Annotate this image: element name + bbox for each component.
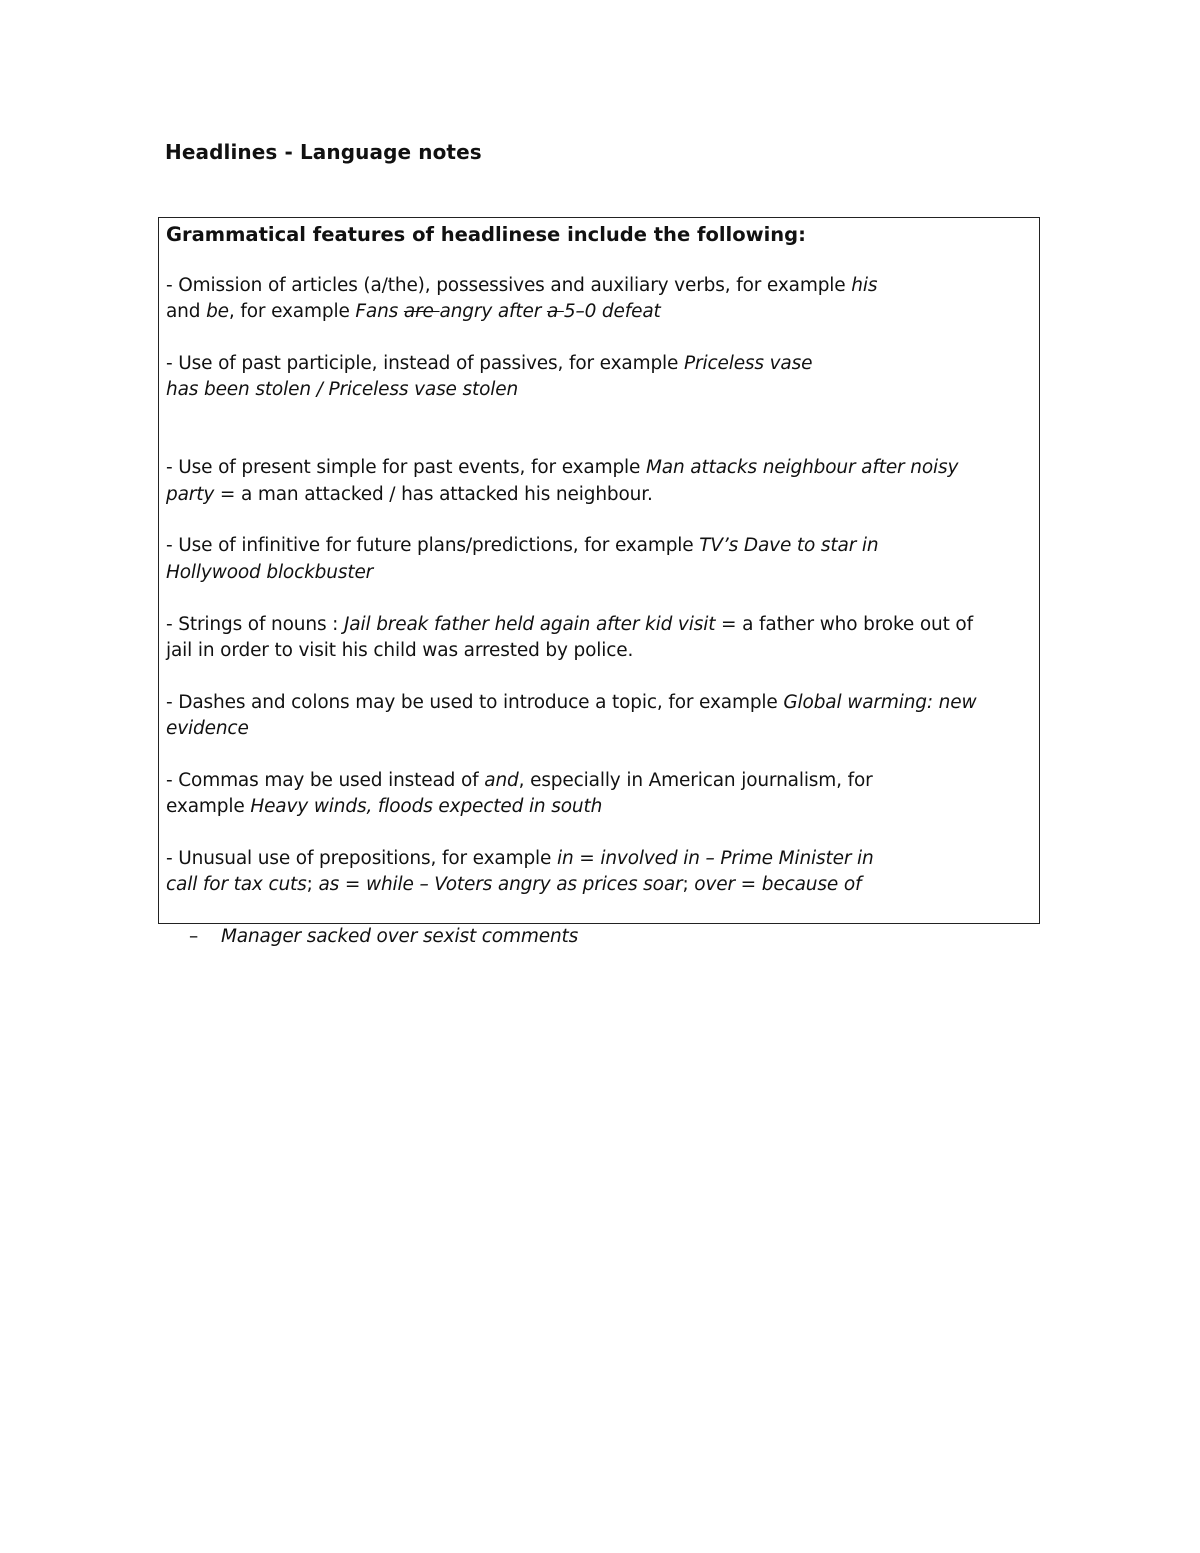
example-text: Global warming: new xyxy=(783,692,977,713)
note-text: - Use of present simple for past events, for example xyxy=(166,457,646,478)
note-text: - Omission of articles (a/the), possessives and auxiliary verbs, for example xyxy=(166,275,852,296)
example-text: Priceless vase xyxy=(684,353,813,374)
example-text: Jail break father held again after kid visit xyxy=(343,614,716,635)
example-text: Manager sacked over sexist comments xyxy=(203,926,579,947)
example-text: evidence xyxy=(166,718,249,739)
note-item-present-simple-line-2 xyxy=(166,482,653,508)
note-item-noun-strings-line-1 xyxy=(166,612,973,638)
note-item-commas-line-1 xyxy=(166,768,873,794)
note-text: , especially in American journalism, for xyxy=(518,770,873,791)
note-item-articles-line-1 xyxy=(166,273,877,299)
page-title: Headlines - Language notes xyxy=(165,140,482,164)
note-item-present-simple-line-1 xyxy=(166,455,958,481)
note-text: ; xyxy=(682,874,695,895)
example-text: be xyxy=(206,301,229,322)
example-text: Heavy winds, floods expected in south xyxy=(250,796,603,817)
example-text: party xyxy=(166,484,215,505)
example-text: as = while – Voters angry as prices soar xyxy=(318,874,683,895)
example-text: Fans xyxy=(355,301,404,322)
note-text: - Commas may be used instead of xyxy=(166,770,485,791)
note-text: jail in order to visit his child was arrested by police. xyxy=(166,640,634,661)
note-text: and xyxy=(166,301,207,322)
note-item-dashes-colons-line-2 xyxy=(166,716,249,742)
example-text: and xyxy=(484,770,519,791)
note-text: - Unusual use of prepositions, for example xyxy=(166,848,557,869)
note-text: - Strings of nouns : xyxy=(166,614,344,635)
box-heading: Grammatical features of headlinese include the following: xyxy=(166,223,806,246)
note-text: - Dashes and colons may be used to introduce a topic, for example xyxy=(166,692,784,713)
example-text: 5–0 defeat xyxy=(563,301,661,322)
example-text: his xyxy=(851,275,878,296)
example-text: call for tax cuts xyxy=(166,874,307,895)
note-item-prepositions-line-2 xyxy=(166,872,861,898)
note-item-infinitive-line-1 xyxy=(166,533,878,559)
struck-word: are xyxy=(403,301,440,322)
note-item-noun-strings-line-2 xyxy=(166,638,633,664)
note-item-commas-line-2 xyxy=(166,794,602,820)
note-text: = a man attacked / has attacked his neighbour. xyxy=(214,484,653,505)
note-item-articles-line-2 xyxy=(166,299,661,325)
note-item-past-participle-line-1 xyxy=(166,351,812,377)
note-text: example xyxy=(166,796,251,817)
note-text: - Use of infinitive for future plans/predictions, for example xyxy=(166,535,700,556)
note-text: – xyxy=(188,926,204,947)
note-text: ; xyxy=(306,874,319,895)
note-text: , for example xyxy=(228,301,356,322)
example-text: TV’s Dave to star in xyxy=(699,535,879,556)
note-text: = a father who broke out of xyxy=(715,614,973,635)
example-text: over = because of xyxy=(694,874,862,895)
example-text: Hollywood blockbuster xyxy=(166,562,374,583)
note-item-past-participle-line-2 xyxy=(166,377,518,403)
example-text: in = involved in – Prime Minister in xyxy=(556,848,874,869)
example-text: Man attacks neighbour after noisy xyxy=(646,457,959,478)
note-item-dashes-colons-line-1 xyxy=(166,690,976,716)
note-text: - Use of past participle, instead of passives, for example xyxy=(166,353,684,374)
struck-word: a xyxy=(546,301,564,322)
note-item-prepositions-line-3 xyxy=(166,898,578,976)
note-item-infinitive-line-2 xyxy=(166,560,373,586)
example-text: angry after xyxy=(439,301,547,322)
note-item-prepositions-line-1 xyxy=(166,846,874,872)
notes-box xyxy=(158,217,1040,947)
example-text: has been stolen / Priceless vase stolen xyxy=(166,379,519,400)
